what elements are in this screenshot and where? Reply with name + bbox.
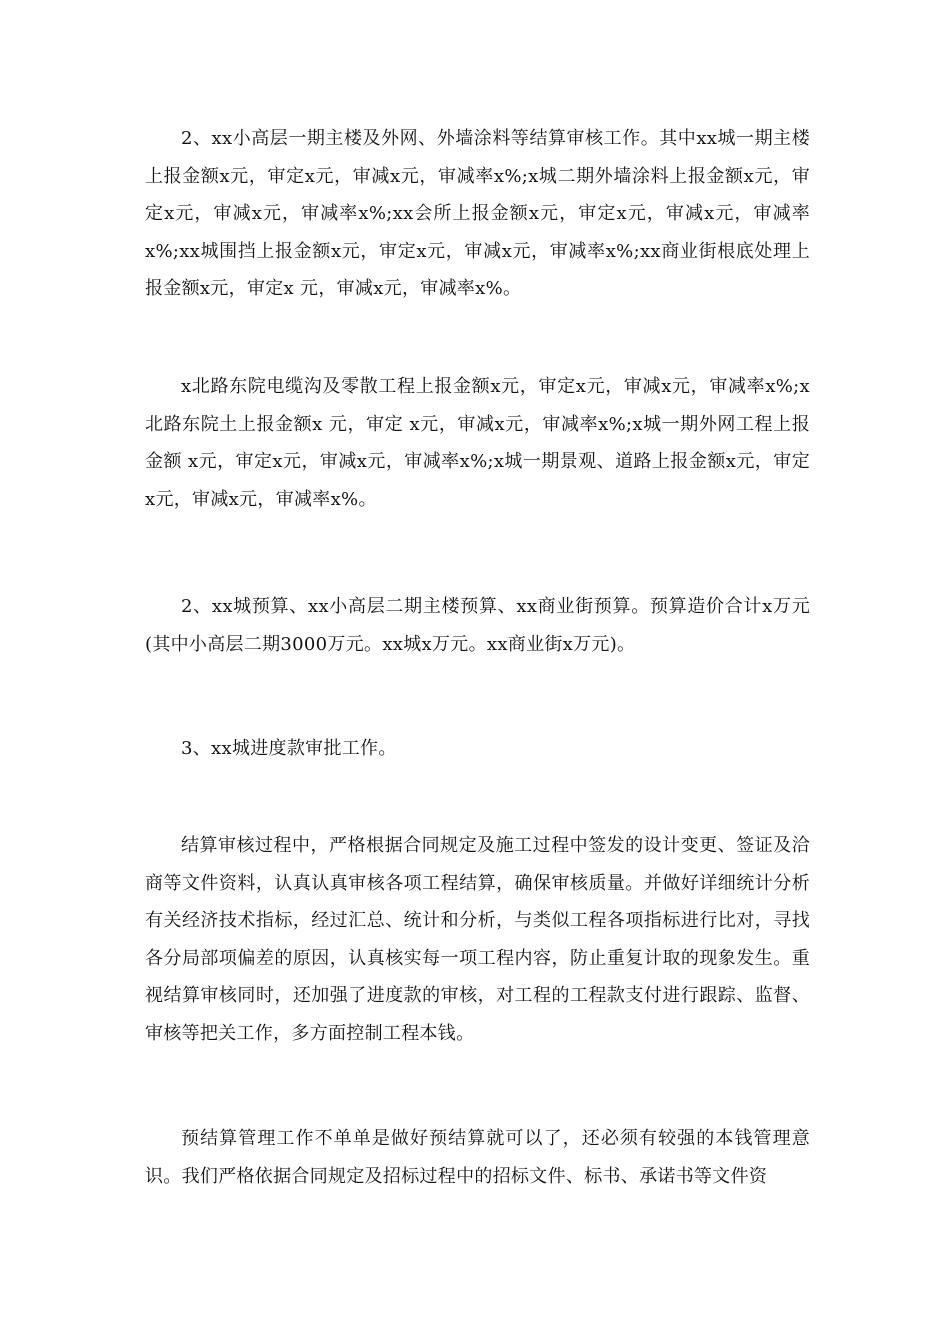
paragraph-budget: 2、xx城预算、xx小高层二期主楼预算、xx商业街预算。预算造价合计x万元(其中小高层二期3000万元。xx城x万元。xx商业街x万元)。 [145,596,810,655]
paragraph-review-process: 结算审核过程中，严格根据合同规定及施工过程中签发的设计变更、签证及洽商等文件资料，认真认真审核各项工程结算，确保审核质量。并做好详细统计分析有关经济技术指标，经过汇总、统计和分析，与类似工程各项指标进行比对，寻找各分局部项偏差的原因，认真核实每一项工程内容，防止重复计取的现象发生。重视结算审核同时，还加强了进度款的审核，对工程的工程款支付进行跟踪、监督、审核等把关工作，多方面控制工程本钱。 [145,835,810,1044]
paragraph-progress-payment: 3、xx城进度款审批工作。 [181,738,397,759]
paragraph-settlement-review: 2、xx小高层一期主楼及外网、外墙涂料等结算审核工作。其中xx城一期主楼上报金额x元，审定x元，审减x元，审减率x%;x城二期外墙涂料上报金额x元，审定x元，审减x元，审减率x%;xx会所上报金额x元，审定x元，审减x元，审减率x%;xx城围挡上报金额x元，审定x元，审减x元，审减率x%;xx商业街根底处理上报金额x元，审定x 元，审减x元，审减率x%。 [145,128,810,299]
paragraph-north-road-east-yard: x北路东院电缆沟及零散工程上报金额x元，审定x元，审减x元，审减率x%;x北路东院土上报金额x 元，审定 x元，审减x元，审减率x%;x城一期外网工程上报金额 x元，审定x元，审减x元，审减率x%;x城一期景观、道路上报金额x元，审定x元，审减x元，审减率x%。 [145,376,810,510]
paragraph-cost-management: 预结算管理工作不单单是做好预结算就可以了，还必须有较强的本钱管理意识。我们严格依据合同规定及招标过程中的招标文件、标书、承诺书等文件资 [145,1128,810,1187]
